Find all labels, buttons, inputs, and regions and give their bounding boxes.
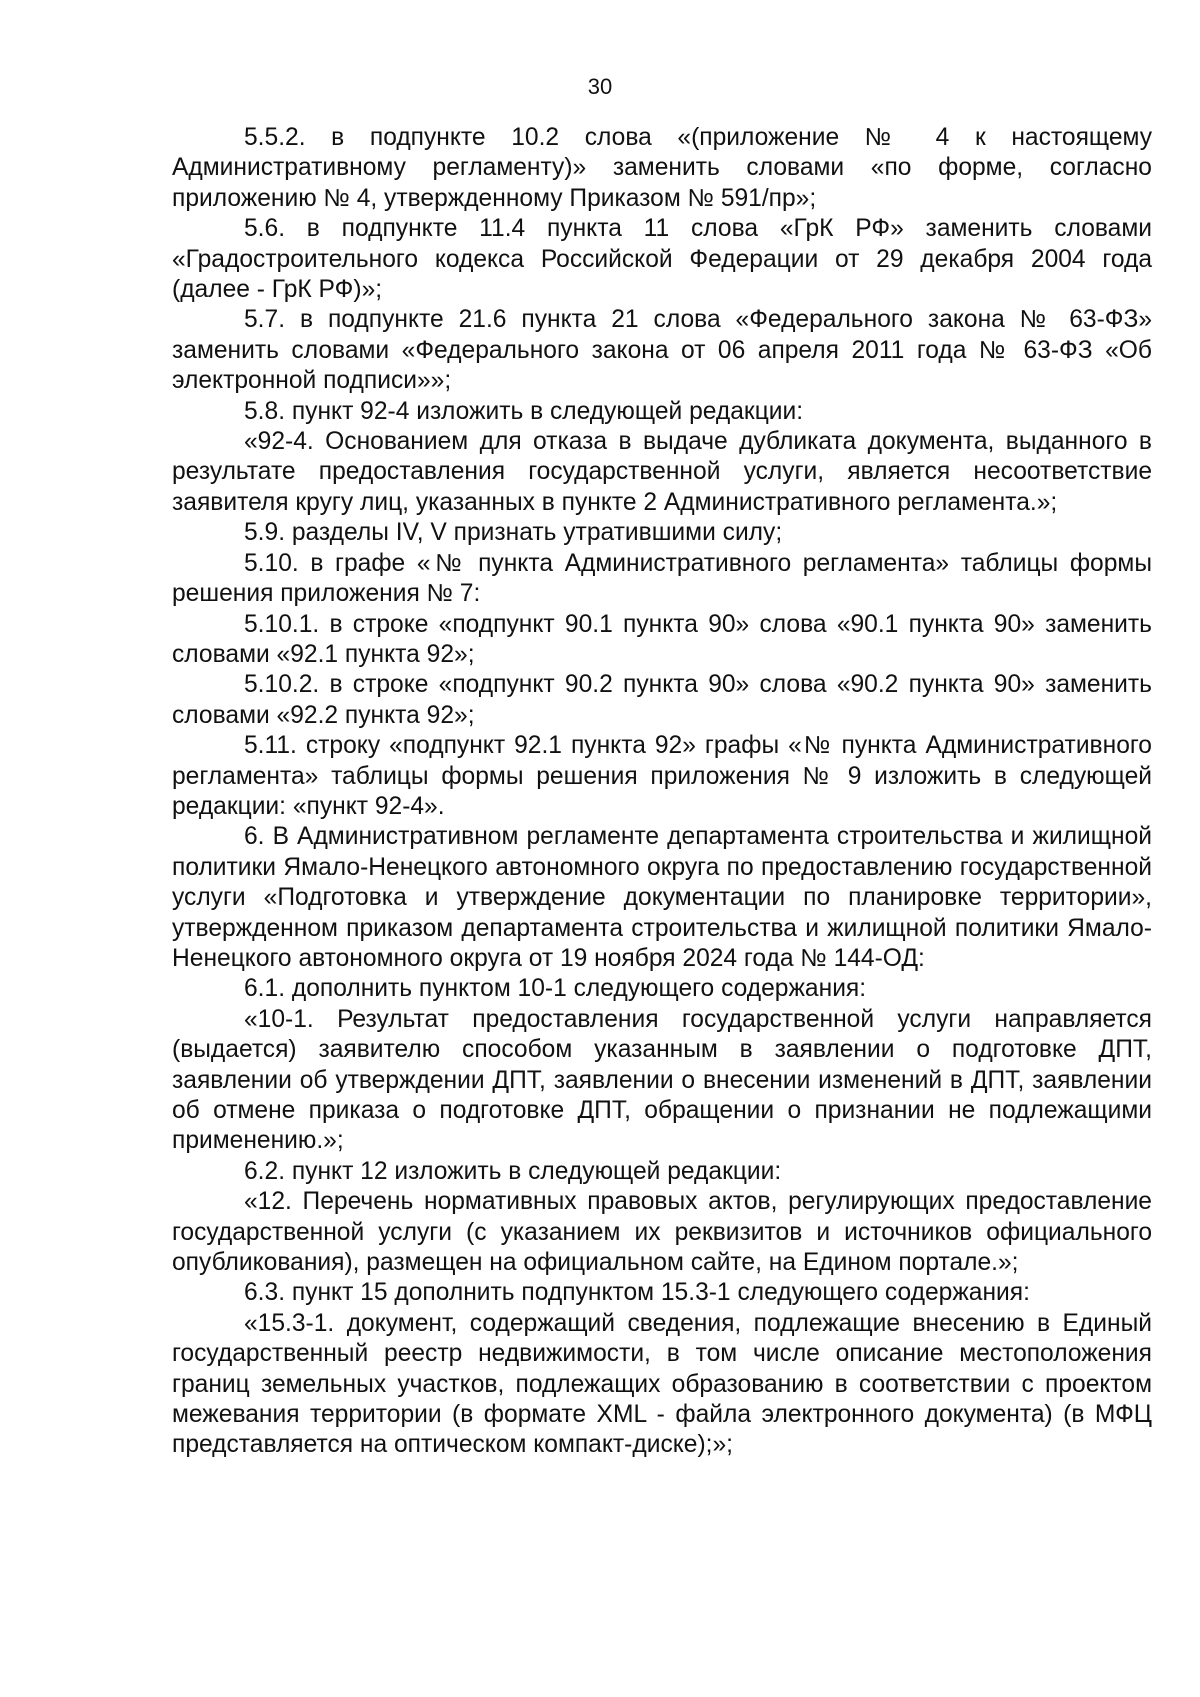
- paragraph-5-5-2: 5.5.2. в подпункте 10.2 слова «(приложение № 4 к настоящему Административному регламенту)» заменить словами «по форме, согласно приложению № 4, утвержденному Приказом № 591/пр»;: [172, 124, 1152, 212]
- paragraph-5-10: 5.10. в графе «№ пункта Административного регламента» таблицы формы решения приложения № 7:: [172, 549, 1152, 608]
- quote-15-3-1: «15.3-1. документ, содержащий сведения, подлежащие внесению в Единый государственный реестр недвижимости, в том числе описание местоположения границ земельных участков, подлежащих образованию в соответствии с проектом межевания территории (в формате XML - файла электронного документа) (в МФЦ представляется на оптическом компакт-диске);»;: [172, 1309, 1152, 1459]
- paragraph-6-2: 6.2. пункт 12 изложить в следующей редакции:: [244, 1157, 782, 1185]
- paragraph-6: 6. В Административном регламенте департамента строительства и жилищной политики Ямало-Ненецкого автономного округа по предоставлению государственной услуги «Подготовка и утверждение документации по планировке территории», утвержденном приказом департамента строительства и жилищной политики Ямало-Ненецкого автономного округа от 19 ноября 2024 года № 144-ОД:: [172, 823, 1152, 972]
- paragraph-6-3: 6.3. пункт 15 дополнить подпунктом 15.3-1 следующего содержания:: [244, 1279, 1030, 1307]
- paragraph-6-1: 6.1. дополнить пунктом 10-1 следующего содержания:: [244, 975, 867, 1003]
- paragraph-5-8: 5.8. пункт 92-4 изложить в следующей редакции:: [244, 397, 804, 425]
- document-body: [172, 123, 1152, 1461]
- paragraph-5-10-1: 5.10.1. в строке «подпункт 90.1 пункта 90» слова «90.1 пункта 90» заменить словами «92.1 пункта 92»;: [172, 610, 1152, 668]
- page-number: 30: [587, 74, 613, 99]
- paragraph-5-10-2: 5.10.2. в строке «подпункт 90.2 пункта 90» слова «90.2 пункта 90» заменить словами «92.2 пункта 92»;: [172, 671, 1152, 729]
- paragraph-5-7: 5.7. в подпункте 21.6 пункта 21 слова «Федерального закона № 63-ФЗ» заменить словами «Федерального закона от 06 апреля 2011 года № 63-ФЗ «Об электронной подписи»»;: [172, 306, 1152, 395]
- quote-10-1: «10-1. Результат предоставления государственной услуги направляется (выдается) заявителю способом указанным в заявлении о подготовке ДПТ, заявлении об утверждении ДПТ, заявлении о внесении изменений в ДПТ, заявлении об отмене приказа о подготовке ДПТ, обращении о признании не подлежащими применению.»;: [172, 1005, 1152, 1155]
- quote-92-4: «92-4. Основанием для отказа в выдаче дубликата документа, выданного в результате предоставления государственной услуги, является несоответствие заявителя кругу лиц, указанных в пункте 2 Административного регламента.»;: [172, 428, 1152, 516]
- paragraph-5-9: 5.9. разделы IV, V признать утратившими силу;: [244, 519, 783, 547]
- paragraph-5-6: 5.6. в подпункте 11.4 пункта 11 слова «ГрК РФ» заменить словами «Градостроительного кодекса Российской Федерации от 29 декабря 2004 года (далее - ГрК РФ)»;: [172, 215, 1152, 304]
- paragraph-5-11: 5.11. строку «подпункт 92.1 пункта 92» графы «№ пункта Административного регламента» таблицы формы решения приложения № 9 изложить в следующей редакции: «пункт 92-4».: [172, 732, 1152, 820]
- quote-12: «12. Перечень нормативных правовых актов, регулирующих предоставление государственной услуги (с указанием их реквизитов и источников официального опубликования), размещен на официальном сайте, на Едином портале.»;: [172, 1188, 1152, 1277]
